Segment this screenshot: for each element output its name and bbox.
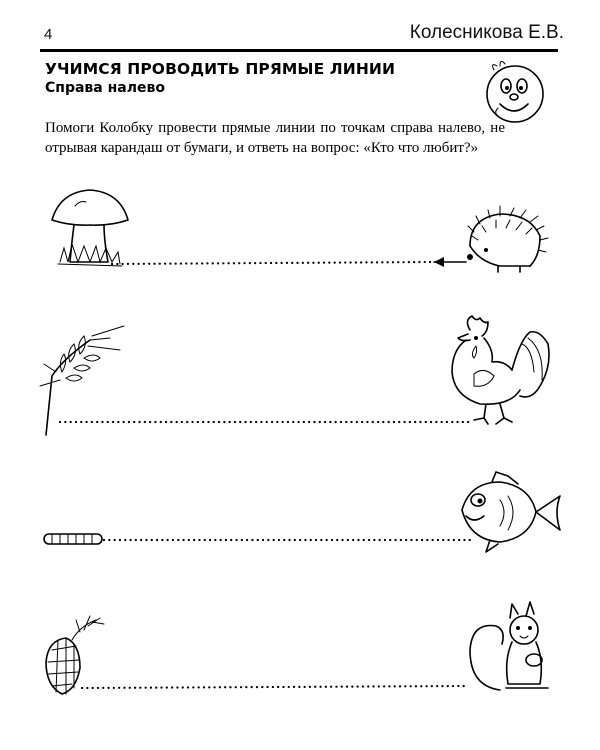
hedgehog-icon [467,206,548,272]
pine-cone-icon [46,616,104,694]
fish-icon [462,472,560,552]
page-subtitle: Справа налево [45,80,165,96]
dotted-line-1[interactable] [112,262,432,264]
instruction-text: Помоги Колобку провести прямые линии по точкам справа налево, не отрывая карандаш от бумаги, и ответь на вопрос: «Кто что любит?» [45,120,505,156]
squirrel-icon [470,602,548,690]
worm-icon [44,534,102,544]
arrow-left-icon [434,257,466,267]
mushroom-icon [52,190,128,266]
page-number: 4 [44,26,53,43]
page-title: УЧИМСЯ ПРОВОДИТЬ ПРЯМЫЕ ЛИНИИ [45,60,396,78]
dotted-line-4[interactable] [82,686,466,688]
wheat-ear-icon [40,326,124,435]
author-name: Колесникова Е.В. [409,22,564,43]
rooster-icon [452,316,549,424]
kolobok-icon [487,61,543,122]
